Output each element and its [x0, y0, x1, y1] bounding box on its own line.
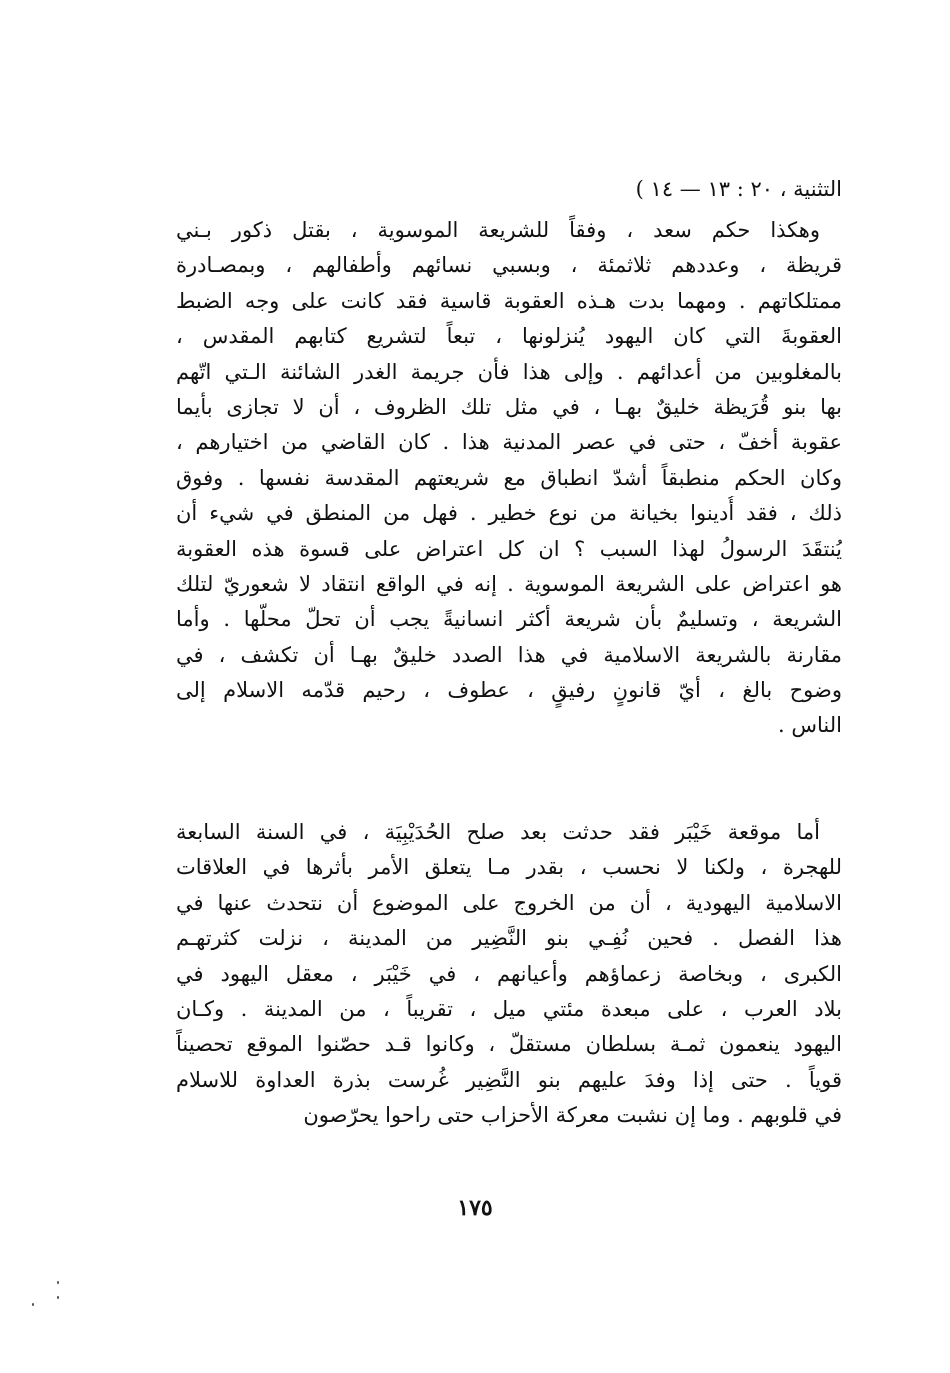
- text-line: هو اعتراض على الشريعة الموسوية . إنه في الواقع انتقاد لا شعوريّ لتلك: [176, 571, 842, 596]
- page-number: ١٧٥: [457, 1195, 493, 1221]
- text-line: وكان الحكم منطبقاً أشدّ انطباق مع شريعتهم المقدسة نفسها . وفوق: [176, 465, 842, 490]
- text-line: أما موقعة خَيْبَر فقد حدثت بعد صلح الحُدَيْبِيَة ، في السنة السابعة: [176, 820, 820, 844]
- text-line: قوياً . حتى إذا وفدَ عليهم بنو النَّضِير غُرست بذرة العداوة للاسلام: [176, 1067, 842, 1092]
- text-line: ذلك ، فقد أُدينوا بخيانة من نوع خطير . فهل من المنطق في شيء أن: [176, 501, 842, 526]
- text-line: بالمغلوبين من أعدائهم . وإلى هذا فأن جريمة الغدر الشائنة الـتي اتّهم: [176, 359, 842, 384]
- paragraph-1: [176, 213, 842, 744]
- citation-line: [176, 172, 842, 207]
- scan-speck: [32, 1303, 34, 1306]
- text-line: عقوبة أخفّ ، حتى في عصر المدنية هذا . كان القاضي من اختيارهم ،: [176, 430, 842, 455]
- text-line: هذا الفصل . فحين نُفِـي بنو النَّضِير من المدينة ، نزلت كثرتهـم: [176, 926, 842, 951]
- text-line: الكبرى ، وبخاصة زعماؤهم وأعيانهم ، في خَيْبَر ، معقل اليهود في: [176, 961, 842, 986]
- text-line: اليهود ينعمون ثمـة بسلطان مستقلّ ، وكانوا قـد حصّنوا الموقع تحصيناً: [176, 1032, 842, 1057]
- text-line: قريظة ، وعددهم ثلاثمئة ، وبسبي نسائهم وأطفالهم ، وبمصـادرة: [176, 253, 842, 278]
- text-line: بلاد العرب ، على مبعدة مئتي ميل ، تقريباً ، من المدينة . وكـان: [176, 996, 842, 1021]
- text-line: الناس .: [778, 713, 842, 738]
- text-line: مقارنة بالشريعة الاسلامية في هذا الصدد خليقٌ بهـا أن تكشف ، في: [176, 642, 842, 667]
- text-line: يُنتقَدَ الرسولُ لهذا السبب ؟ ان كل اعتراض على قسوة هذه العقوبة: [176, 536, 842, 561]
- text-line: في قلوبهم . وما إن نشبت معركة الأحزاب حتى راحوا يحرّصون: [303, 1103, 842, 1128]
- scan-speck: [57, 1281, 59, 1284]
- paragraph-2: [176, 815, 842, 1134]
- text-line: وهكذا حكم سعد ، وفقاً للشريعة الموسوية ، بقتل ذكور بـني: [176, 218, 820, 242]
- citation-text: التثنية ، ٢٠ : ١٣ — ١٤ ): [635, 177, 842, 201]
- text-line: وضوح بالغ ، أيّ قانونٍ رفيقٍ ، عطوف ، رحيم قدّمه الاسلام إلى: [176, 678, 842, 703]
- text-line: ممتلكاتهم . ومهما بدت هـذه العقوبة قاسية فقد كانت على وجه الضبط: [176, 288, 842, 313]
- text-line: الشريعة ، وتسليمٌ بأن شريعة أكثر انسانيةً يجب أن تحلّ محلّها . وأما: [176, 607, 842, 632]
- text-line: بها بنو قُرَيظة خليقٌ بهـا ، في مثل تلك الظروف ، أن لا تجازى بأيما: [176, 394, 842, 419]
- text-line: للهجرة ، ولكنا لا نحسب ، بقدر مـا يتعلق الأمر بأثرها في العلاقات: [176, 855, 842, 880]
- scan-speck: [57, 1296, 59, 1299]
- text-line: الاسلامية اليهودية ، أن من الخروج على الموضوع أن نتحدث عنها في: [176, 890, 842, 915]
- text-line: العقوبةَ التي كان اليهود يُنزلونها ، تبعاً لتشريع كتابهم المقدس ،: [176, 324, 842, 349]
